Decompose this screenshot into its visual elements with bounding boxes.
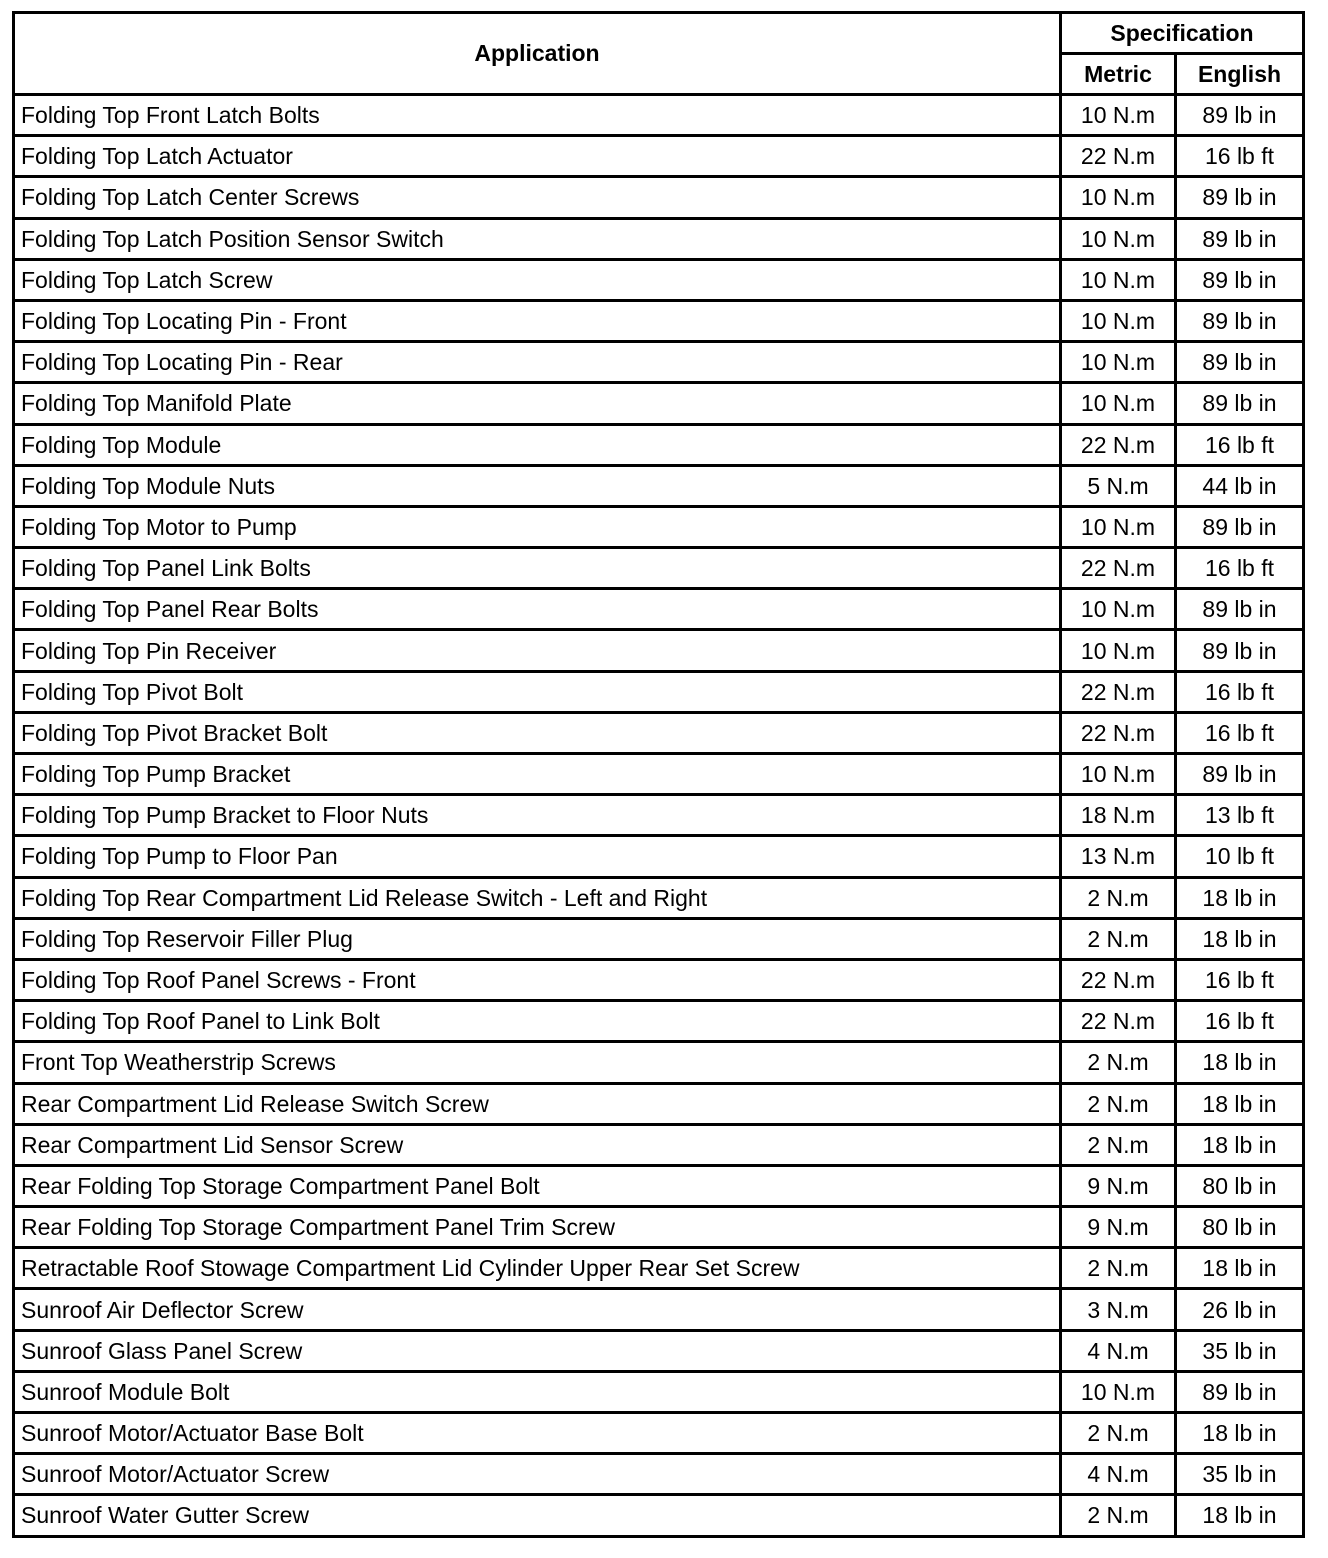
cell-english: 35 lb in (1176, 1454, 1304, 1495)
cell-metric: 2 N.m (1061, 1248, 1176, 1289)
table-row (14, 465, 1304, 506)
table-row (14, 1371, 1304, 1412)
table-row (14, 383, 1304, 424)
cell-metric: 2 N.m (1061, 918, 1176, 959)
table-header (14, 13, 1304, 95)
cell-metric: 10 N.m (1061, 754, 1176, 795)
cell-english: 89 lb in (1176, 383, 1304, 424)
header-specification: Specification (1061, 13, 1304, 54)
table-row (14, 1495, 1304, 1536)
cell-application: Rear Folding Top Storage Compartment Panel Trim Screw (14, 1207, 1061, 1248)
cell-english: 16 lb ft (1176, 712, 1304, 753)
cell-metric: 2 N.m (1061, 1413, 1176, 1454)
table-row (14, 1083, 1304, 1124)
table-row (14, 1001, 1304, 1042)
cell-metric: 10 N.m (1061, 300, 1176, 341)
cell-english: 89 lb in (1176, 218, 1304, 259)
table-row (14, 95, 1304, 136)
header-metric: Metric (1061, 54, 1176, 95)
cell-metric: 13 N.m (1061, 836, 1176, 877)
table-row (14, 795, 1304, 836)
cell-application: Folding Top Panel Rear Bolts (14, 589, 1061, 630)
cell-metric: 22 N.m (1061, 712, 1176, 753)
cell-application: Sunroof Glass Panel Screw (14, 1330, 1061, 1371)
table-row (14, 1042, 1304, 1083)
table-row (14, 1289, 1304, 1330)
cell-metric: 4 N.m (1061, 1454, 1176, 1495)
cell-metric: 22 N.m (1061, 548, 1176, 589)
cell-application: Folding Top Locating Pin - Front (14, 300, 1061, 341)
cell-metric: 10 N.m (1061, 630, 1176, 671)
cell-metric: 22 N.m (1061, 136, 1176, 177)
table-row (14, 1248, 1304, 1289)
table-row (14, 918, 1304, 959)
cell-english: 16 lb ft (1176, 136, 1304, 177)
cell-english: 89 lb in (1176, 300, 1304, 341)
cell-metric: 2 N.m (1061, 1495, 1176, 1536)
table-row (14, 300, 1304, 341)
cell-application: Folding Top Rear Compartment Lid Release Switch - Left and Right (14, 877, 1061, 918)
cell-english: 89 lb in (1176, 630, 1304, 671)
cell-english: 89 lb in (1176, 342, 1304, 383)
cell-metric: 9 N.m (1061, 1165, 1176, 1206)
cell-english: 18 lb in (1176, 877, 1304, 918)
table-row (14, 136, 1304, 177)
cell-application: Sunroof Water Gutter Screw (14, 1495, 1061, 1536)
cell-application: Sunroof Motor/Actuator Base Bolt (14, 1413, 1061, 1454)
table-row (14, 1207, 1304, 1248)
table-row (14, 424, 1304, 465)
cell-english: 18 lb in (1176, 1083, 1304, 1124)
cell-english: 16 lb ft (1176, 959, 1304, 1000)
cell-application: Folding Top Pump Bracket to Floor Nuts (14, 795, 1061, 836)
cell-metric: 2 N.m (1061, 877, 1176, 918)
cell-application: Folding Top Roof Panel Screws - Front (14, 959, 1061, 1000)
cell-metric: 2 N.m (1061, 1083, 1176, 1124)
cell-application: Folding Top Pump to Floor Pan (14, 836, 1061, 877)
cell-metric: 4 N.m (1061, 1330, 1176, 1371)
cell-english: 89 lb in (1176, 754, 1304, 795)
header-application: Application (14, 13, 1061, 95)
cell-english: 89 lb in (1176, 259, 1304, 300)
cell-english: 89 lb in (1176, 589, 1304, 630)
cell-application: Folding Top Pivot Bolt (14, 671, 1061, 712)
table-row (14, 754, 1304, 795)
cell-english: 16 lb ft (1176, 424, 1304, 465)
table-row (14, 506, 1304, 547)
cell-metric: 3 N.m (1061, 1289, 1176, 1330)
table-row (14, 548, 1304, 589)
cell-application: Folding Top Reservoir Filler Plug (14, 918, 1061, 959)
cell-metric: 10 N.m (1061, 383, 1176, 424)
cell-metric: 10 N.m (1061, 95, 1176, 136)
cell-metric: 10 N.m (1061, 259, 1176, 300)
table-row (14, 836, 1304, 877)
torque-spec-table (12, 11, 1305, 1538)
cell-application: Folding Top Latch Screw (14, 259, 1061, 300)
cell-english: 18 lb in (1176, 1124, 1304, 1165)
cell-metric: 10 N.m (1061, 177, 1176, 218)
cell-application: Folding Top Pivot Bracket Bolt (14, 712, 1061, 753)
cell-english: 44 lb in (1176, 465, 1304, 506)
table-row (14, 1124, 1304, 1165)
cell-english: 16 lb ft (1176, 548, 1304, 589)
table-row (14, 959, 1304, 1000)
cell-metric: 2 N.m (1061, 1042, 1176, 1083)
cell-english: 10 lb ft (1176, 836, 1304, 877)
cell-application: Folding Top Manifold Plate (14, 383, 1061, 424)
table-row (14, 712, 1304, 753)
table-row (14, 259, 1304, 300)
cell-english: 89 lb in (1176, 177, 1304, 218)
cell-english: 18 lb in (1176, 1413, 1304, 1454)
table-row (14, 671, 1304, 712)
cell-application: Sunroof Module Bolt (14, 1371, 1061, 1412)
cell-english: 13 lb ft (1176, 795, 1304, 836)
table-row (14, 1413, 1304, 1454)
cell-application: Folding Top Roof Panel to Link Bolt (14, 1001, 1061, 1042)
cell-application: Folding Top Latch Actuator (14, 136, 1061, 177)
cell-metric: 22 N.m (1061, 959, 1176, 1000)
cell-application: Sunroof Motor/Actuator Screw (14, 1454, 1061, 1495)
cell-application: Folding Top Pump Bracket (14, 754, 1061, 795)
cell-metric: 10 N.m (1061, 589, 1176, 630)
cell-application: Folding Top Latch Center Screws (14, 177, 1061, 218)
cell-metric: 10 N.m (1061, 1371, 1176, 1412)
cell-metric: 22 N.m (1061, 671, 1176, 712)
cell-application: Folding Top Module Nuts (14, 465, 1061, 506)
cell-english: 80 lb in (1176, 1165, 1304, 1206)
cell-application: Rear Compartment Lid Release Switch Screw (14, 1083, 1061, 1124)
cell-application: Folding Top Motor to Pump (14, 506, 1061, 547)
header-row-top (14, 13, 1304, 54)
cell-application: Folding Top Front Latch Bolts (14, 95, 1061, 136)
cell-application: Folding Top Locating Pin - Rear (14, 342, 1061, 383)
cell-english: 16 lb ft (1176, 1001, 1304, 1042)
cell-english: 89 lb in (1176, 506, 1304, 547)
cell-metric: 22 N.m (1061, 424, 1176, 465)
cell-metric: 10 N.m (1061, 506, 1176, 547)
header-english: English (1176, 54, 1304, 95)
cell-metric: 9 N.m (1061, 1207, 1176, 1248)
table-row (14, 218, 1304, 259)
cell-application: Rear Compartment Lid Sensor Screw (14, 1124, 1061, 1165)
table-row (14, 877, 1304, 918)
cell-metric: 18 N.m (1061, 795, 1176, 836)
cell-english: 89 lb in (1176, 95, 1304, 136)
cell-metric: 10 N.m (1061, 342, 1176, 383)
cell-english: 16 lb ft (1176, 671, 1304, 712)
table-row (14, 1165, 1304, 1206)
cell-application: Folding Top Module (14, 424, 1061, 465)
cell-english: 35 lb in (1176, 1330, 1304, 1371)
cell-english: 80 lb in (1176, 1207, 1304, 1248)
cell-english: 18 lb in (1176, 1042, 1304, 1083)
table-row (14, 1454, 1304, 1495)
cell-english: 18 lb in (1176, 1495, 1304, 1536)
cell-application: Folding Top Latch Position Sensor Switch (14, 218, 1061, 259)
table-row (14, 1330, 1304, 1371)
cell-metric: 10 N.m (1061, 218, 1176, 259)
cell-english: 89 lb in (1176, 1371, 1304, 1412)
cell-application: Retractable Roof Stowage Compartment Lid Cylinder Upper Rear Set Screw (14, 1248, 1061, 1289)
cell-application: Rear Folding Top Storage Compartment Panel Bolt (14, 1165, 1061, 1206)
cell-metric: 2 N.m (1061, 1124, 1176, 1165)
cell-application: Folding Top Pin Receiver (14, 630, 1061, 671)
cell-application: Sunroof Air Deflector Screw (14, 1289, 1061, 1330)
cell-english: 18 lb in (1176, 1248, 1304, 1289)
cell-application: Front Top Weatherstrip Screws (14, 1042, 1061, 1083)
table-row (14, 342, 1304, 383)
cell-metric: 5 N.m (1061, 465, 1176, 506)
cell-english: 26 lb in (1176, 1289, 1304, 1330)
cell-application: Folding Top Panel Link Bolts (14, 548, 1061, 589)
table-body (14, 95, 1304, 1537)
table-row (14, 630, 1304, 671)
table-row (14, 589, 1304, 630)
cell-english: 18 lb in (1176, 918, 1304, 959)
table-row (14, 177, 1304, 218)
cell-metric: 22 N.m (1061, 1001, 1176, 1042)
